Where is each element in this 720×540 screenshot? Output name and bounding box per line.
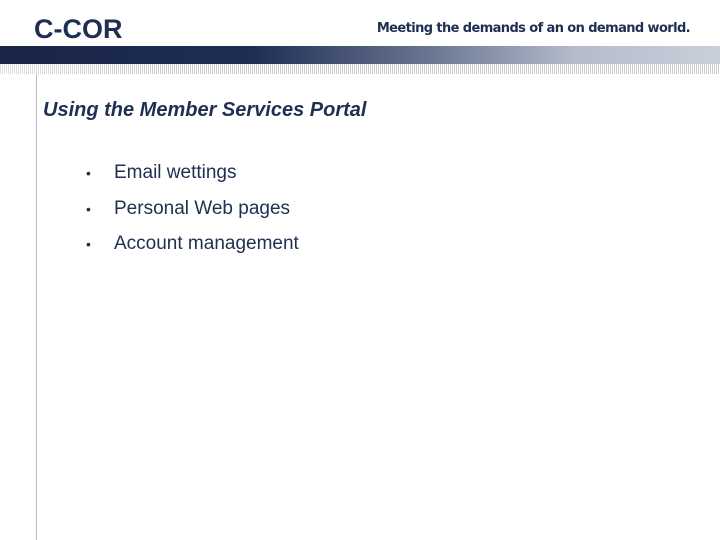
logo-wordmark: C-COR (34, 14, 123, 44)
tagline: Meeting the demands of an on demand world. (376, 21, 690, 36)
left-rule (36, 74, 37, 540)
bullet-text: Account management (114, 233, 299, 254)
list-item (86, 196, 299, 232)
slide-title: Using the Member Services Portal (43, 99, 367, 121)
bullet-icon: • (86, 236, 91, 252)
header-stripe (0, 46, 720, 64)
bullet-icon: • (86, 165, 91, 181)
company-logo (34, 14, 142, 44)
bullet-icon: • (86, 200, 91, 217)
header-substripe-fade (0, 64, 720, 74)
bullet-text: Personal Web pages (114, 197, 291, 219)
bullet-list (86, 160, 299, 267)
list-item (86, 160, 299, 196)
list-item (86, 231, 299, 267)
bullet-text: Email wettings (114, 162, 237, 183)
